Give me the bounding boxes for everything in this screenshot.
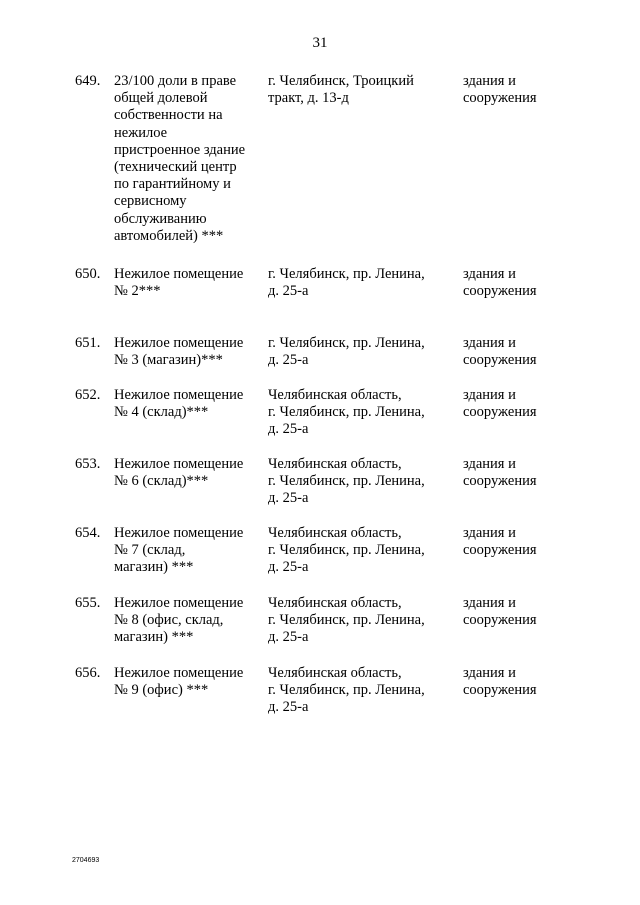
row-address: г. Челябинск, пр. Ленина, д. 25-а xyxy=(268,266,425,300)
row-address: Челябинская область, г. Челябинск, пр. Ленина, д. 25-а xyxy=(268,387,425,438)
row-type: здания и сооружения xyxy=(463,387,537,421)
row-type: здания и сооружения xyxy=(463,456,537,490)
row-number: 654. xyxy=(75,525,101,541)
row-type: здания и сооружения xyxy=(463,266,537,300)
row-type: здания и сооружения xyxy=(463,595,537,629)
row-description: Нежилое помещение № 4 (склад)*** xyxy=(114,387,244,421)
row-type: здания и сооружения xyxy=(463,665,537,699)
row-description: Нежилое помещение № 7 (склад, магазин) *** xyxy=(114,525,244,576)
row-address: Челябинская область, г. Челябинск, пр. Ленина, д. 25-а xyxy=(268,595,425,646)
row-number: 651. xyxy=(75,335,101,351)
row-description: Нежилое помещение № 3 (магазин)*** xyxy=(114,335,244,369)
row-description: Нежилое помещение № 8 (офис, склад, магазин) *** xyxy=(114,595,244,646)
row-number: 650. xyxy=(75,266,101,282)
row-description: Нежилое помещение № 2*** xyxy=(114,266,244,300)
row-description: Нежилое помещение № 6 (склад)*** xyxy=(114,456,244,490)
row-number: 655. xyxy=(75,595,101,611)
row-type: здания и сооружения xyxy=(463,335,537,369)
row-number: 653. xyxy=(75,456,101,472)
row-type: здания и сооружения xyxy=(463,73,537,107)
row-address: г. Челябинск, Троицкий тракт, д. 13-д xyxy=(268,73,414,107)
row-number: 656. xyxy=(75,665,101,681)
document-code: 2704693 xyxy=(72,857,100,864)
row-number: 649. xyxy=(75,73,101,89)
row-address: г. Челябинск, пр. Ленина, д. 25-а xyxy=(268,335,425,369)
row-address: Челябинская область, г. Челябинск, пр. Ленина, д. 25-а xyxy=(268,456,425,507)
row-description: Нежилое помещение № 9 (офис) *** xyxy=(114,665,244,699)
row-description: 23/100 доли в праве общей долевой собственности на нежилое пристроенное здание (технический центр по гарантийному и сервисному обслуживанию автомобилей) *** xyxy=(114,73,246,244)
row-address: Челябинская область, г. Челябинск, пр. Ленина, д. 25-а xyxy=(268,665,425,716)
page-number: 31 xyxy=(312,35,328,51)
row-number: 652. xyxy=(75,387,101,403)
row-type: здания и сооружения xyxy=(463,525,537,559)
row-address: Челябинская область, г. Челябинск, пр. Ленина, д. 25-а xyxy=(268,525,425,576)
